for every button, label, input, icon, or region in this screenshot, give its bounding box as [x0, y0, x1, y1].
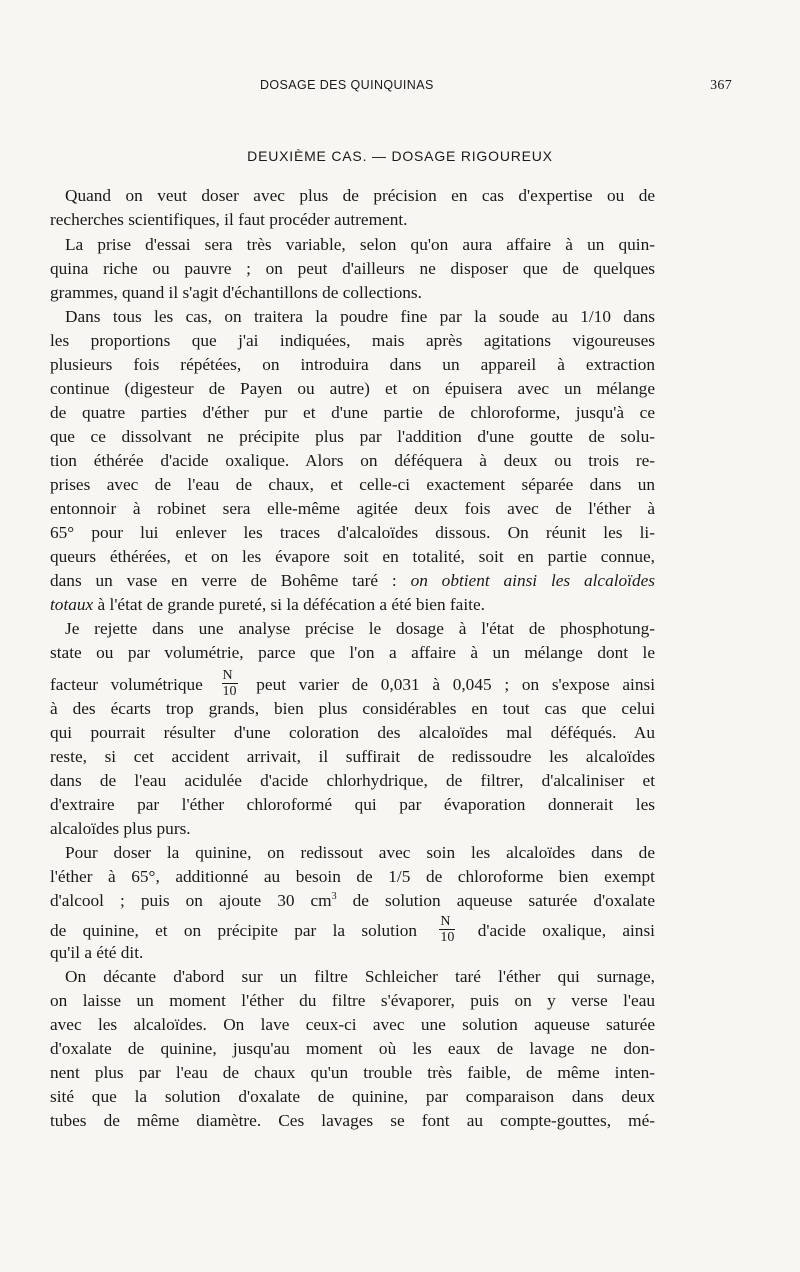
text-line: alcaloïdes plus purs. [50, 819, 191, 838]
text-line: prises avec de l'eau de chaux, et celle-ci exactement séparée dans un [50, 475, 655, 494]
text-line: 65° pour lui enlever les traces d'alcaloïdes dissous. On réunit les li- [50, 523, 655, 542]
text-line [50, 593, 655, 617]
text-span: facteur volumétrique [50, 675, 203, 694]
text-line: dans de l'eau acidulée d'acide chlorhydrique, de filtrer, d'alcaliniser et [50, 771, 655, 790]
superscript: 3 [331, 891, 337, 903]
text-line: entonnoir à robinet sera elle-même agitée deux fois avec de l'éther à [50, 499, 655, 518]
text-line: l'éther à 65°, additionné au besoin de 1/5 de chloroforme bien exempt [50, 867, 655, 886]
text-line: state ou par volumétrie, parce que l'on a affaire à un mélange dont le [50, 643, 655, 662]
text-span: d'acide oxalique, ainsi [477, 921, 655, 940]
text-line: qu'il a été dit. [50, 943, 144, 962]
text-line: de quatre parties d'éther pur et d'une partie de chloroforme, jusqu'à ce [50, 403, 655, 422]
text-line: Dans tous les cas, on traitera la poudre fine par la soude au 1/10 dans [65, 307, 655, 326]
italic-span: on obtient ainsi les alcaloïdes [410, 571, 655, 590]
fraction-n-over-10 [222, 669, 238, 699]
text-line: que ce dissolvant ne précipite plus par l'addition d'une goutte de solu- [50, 427, 655, 446]
text-line: grammes, quand il s'agit d'échantillons de collections. [50, 283, 422, 302]
text-line: Pour doser la quinine, on redissout avec soin les alcaloïdes dans de [65, 843, 655, 862]
text-span: à l'état de grande pureté, si la défécation a été bien faite. [97, 595, 485, 614]
text-span: peut varier de 0,031 à 0,045 ; on s'expose ainsi [256, 675, 655, 694]
text-line: les proportions que j'ai indiquées, mais après agitations vigoureuses [50, 331, 655, 350]
text-line: tion éthérée d'acide oxalique. Alors on déféquera à deux ou trois re- [50, 451, 655, 470]
text-line: Quand on veut doser avec plus de précision en cas d'expertise ou de [65, 186, 655, 205]
italic-span: totaux [50, 595, 94, 614]
text-line: continue (digesteur de Payen ou autre) et on épuisera avec un mélange [50, 379, 655, 398]
text-line [50, 889, 655, 913]
running-title: DOSAGE DES QUINQUINAS [260, 78, 434, 92]
text-line: La prise d'essai sera très variable, selon qu'on aura affaire à un quin- [65, 235, 655, 254]
fraction-numerator: N [222, 668, 233, 684]
text-line: quina riche ou pauvre ; on peut d'ailleurs ne disposer que de quelques [50, 259, 655, 278]
page-number: 367 [710, 78, 732, 93]
text-span: de quinine, et on précipite par la solution [50, 921, 418, 940]
text-line: d'extraire par l'éther chloroformé qui par évaporation donnerait les [50, 795, 655, 814]
text-line: queurs éthérées, et on les évapore soit en totalité, soit en partie connue, [50, 547, 655, 566]
text-span: de solution aqueuse saturée d'oxalate [336, 891, 655, 910]
text-span: dans un vase en verre de Bohême taré : [50, 571, 397, 590]
text-line: Je rejette dans une analyse précise le dosage à l'état de phosphotung- [65, 619, 655, 638]
section-title: DEUXIÈME CAS. — DOSAGE RIGOUREUX [247, 148, 553, 164]
text-line: recherches scientifiques, il faut procéder autrement. [50, 210, 408, 229]
text-line: d'oxalate de quinine, jusqu'au moment où les eaux de lavage ne don- [50, 1039, 655, 1058]
text-line: avec les alcaloïdes. On lave ceux-ci avec une solution aqueuse saturée [50, 1015, 655, 1034]
text-line: nent plus par l'eau de chaux qu'un trouble très faible, de même inten- [50, 1063, 655, 1082]
text-line: plusieurs fois répétées, on introduira dans un appareil à extraction [50, 355, 655, 374]
text-line: sité que la solution d'oxalate de quinine, par comparaison dans deux [50, 1087, 655, 1106]
text-line: qui pourrait résulter d'une coloration des alcaloïdes mal déféqués. Au [50, 723, 655, 742]
fraction-denominator: 10 [440, 930, 455, 946]
text-line: On décante d'abord sur un filtre Schleicher taré l'éther qui surnage, [65, 967, 655, 986]
fraction-numerator: N [440, 914, 451, 930]
text-line: tubes de même diamètre. Ces lavages se font au compte-gouttes, mé- [50, 1111, 655, 1130]
text-line [50, 569, 655, 593]
running-header [50, 78, 740, 98]
fraction-denominator: 10 [222, 684, 237, 700]
text-span: d'alcool ; puis on ajoute 30 cm [50, 891, 332, 910]
text-line: reste, si cet accident arrivait, il suffirait de redissoudre les alcaloïdes [50, 747, 655, 766]
text-line: on laisse un moment l'éther du filtre s'évaporer, puis on y verse l'eau [50, 991, 655, 1010]
text-line: à des écarts trop grands, bien plus considérables en tout cas que celui [50, 699, 655, 718]
